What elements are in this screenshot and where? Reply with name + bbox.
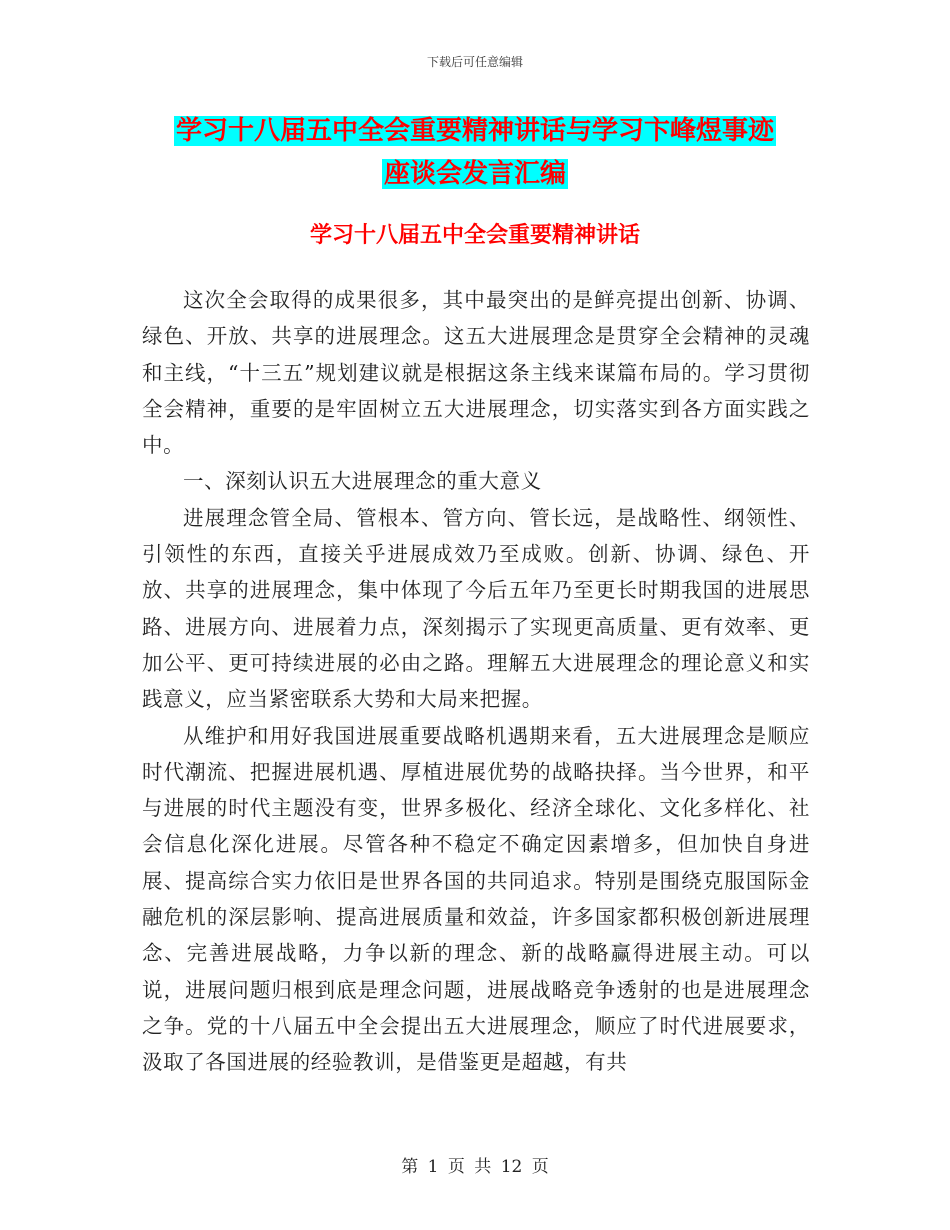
paragraph-heading-1: 一、深刻认识五大进展理念的重大意义: [183, 469, 542, 494]
page-footer: 第 1 页 共 12 页: [401, 1157, 549, 1177]
section-title: 学习十八届五中全会重要精神讲话: [309, 223, 640, 248]
document-title-line-1: [0, 113, 950, 149]
title-highlight-2: 座谈会发言汇编: [383, 159, 566, 189]
paragraph-2: 进展理念管全局、管根本、管方向、管长远，是战略性、纲领性、引领性的东西，直接关乎进展成效乃至成败。创新、协调、绿色、开放、共享的进展理念，集中体现了今后五年乃至更长时期我国的进展思路、进展方向、进展着力点，深刻揭示了实现更高质量、更有效率、更加公平、更可持续进展的必由之路。理解五大进展理念的理论意义和实践意义，应当紧密联系大势和大局来把握。: [142, 505, 810, 712]
title-highlight-1: 学习十八届五中全会重要精神讲话与学习卞峰煜事迹: [175, 116, 774, 146]
paragraph-1: 这次全会取得的成果很多，其中最突出的是鲜亮提出创新、协调、绿色、开放、共享的进展理念。这五大进展理念是贯穿全会精神的灵魂和主线，“十三五”规划建议就是根据这条主线来谋篇布局的。学习贯彻全会精神，重要的是牢固树立五大进展理念，切实落实到各方面实践之中。: [142, 288, 810, 458]
body-text: [142, 282, 810, 1081]
document-title-line-2: [0, 156, 950, 192]
header-note: 下载后可任意编辑: [426, 55, 523, 69]
paragraph-3: 从维护和用好我国进展重要战略机遇期来看，五大进展理念是顺应时代潮流、把握进展机遇、厚植进展优势的战略抉择。当今世界，和平与进展的时代主题没有变，世界多极化、经济全球化、文化多样化、社会信息化深化进展。尽管各种不稳定不确定因素增多，但加快自身进展、提高综合实力依旧是世界各国的共同追求。特别是围绕克服国际金融危机的深层影响、提高进展质量和效益，许多国家都积极创新进展理念、完善进展战略，力争以新的理念、新的战略赢得进展主动。可以说，进展问题归根到底是理念问题，进展战略竞争透射的也是进展理念之争。党的十八届五中全会提出五大进展理念，顺应了时代进展要求，汲取了各国进展的经验教训，是借鉴更是超越，有共: [142, 723, 810, 1075]
